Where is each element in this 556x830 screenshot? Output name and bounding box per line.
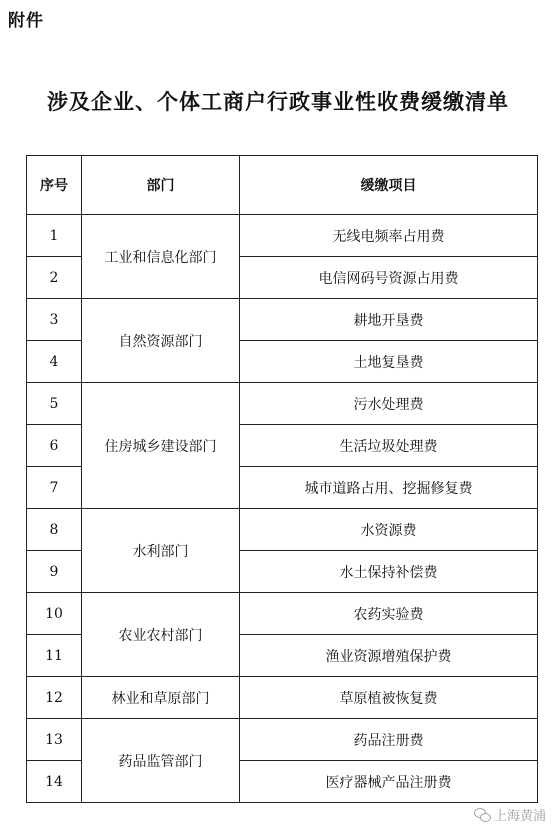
- table-row: [27, 215, 538, 257]
- table-row: [27, 593, 538, 635]
- column-header-item: 缓缴项目: [240, 156, 538, 215]
- row-number: 12: [27, 677, 82, 719]
- deferred-item-cell: 电信网码号资源占用费: [240, 257, 538, 299]
- row-number: 4: [27, 341, 82, 383]
- department-cell: 工业和信息化部门: [82, 215, 240, 299]
- deferred-item-cell: 渔业资源增殖保护费: [240, 635, 538, 677]
- department-cell: 农业农村部门: [82, 593, 240, 677]
- table-header-row: [27, 156, 538, 215]
- deferred-item-cell: 生活垃圾处理费: [240, 425, 538, 467]
- row-number: 11: [27, 635, 82, 677]
- wechat-icon: [474, 808, 490, 822]
- deferred-item-cell: 无线电频率占用费: [240, 215, 538, 257]
- row-number: 13: [27, 719, 82, 761]
- row-number: 2: [27, 257, 82, 299]
- table-row: [27, 719, 538, 761]
- table-row: [27, 509, 538, 551]
- department-cell: 药品监管部门: [82, 719, 240, 803]
- department-cell: 住房城乡建设部门: [82, 383, 240, 509]
- row-number: 6: [27, 425, 82, 467]
- attachment-label: 附件: [8, 11, 44, 31]
- row-number: 3: [27, 299, 82, 341]
- deferred-item-cell: 药品注册费: [240, 719, 538, 761]
- department-cell: 自然资源部门: [82, 299, 240, 383]
- row-number: 5: [27, 383, 82, 425]
- deferred-item-cell: 土地复垦费: [240, 341, 538, 383]
- table-row: [27, 677, 538, 719]
- deferred-item-cell: 污水处理费: [240, 383, 538, 425]
- row-number: 14: [27, 761, 82, 803]
- page-title: 涉及企业、个体工商户行政事业性收费缓缴清单: [47, 89, 509, 114]
- deferred-item-cell: 水土保持补偿费: [240, 551, 538, 593]
- column-header-department: 部门: [82, 156, 240, 215]
- deferred-item-cell: 耕地开垦费: [240, 299, 538, 341]
- deferred-item-cell: 水资源费: [240, 509, 538, 551]
- watermark: [474, 805, 546, 824]
- deferred-item-cell: 农药实验费: [240, 593, 538, 635]
- column-header-no: 序号: [27, 156, 82, 215]
- department-cell: 林业和草原部门: [82, 677, 240, 719]
- table-row: [27, 383, 538, 425]
- watermark-text: 上海黄浦: [493, 809, 546, 824]
- table-row: [27, 299, 538, 341]
- row-number: 9: [27, 551, 82, 593]
- row-number: 1: [27, 215, 82, 257]
- row-number: 7: [27, 467, 82, 509]
- deferred-item-cell: 城市道路占用、挖掘修复费: [240, 467, 538, 509]
- fee-deferral-table: [26, 155, 538, 803]
- deferred-item-cell: 医疗器械产品注册费: [240, 761, 538, 803]
- row-number: 10: [27, 593, 82, 635]
- row-number: 8: [27, 509, 82, 551]
- department-cell: 水利部门: [82, 509, 240, 593]
- deferred-item-cell: 草原植被恢复费: [240, 677, 538, 719]
